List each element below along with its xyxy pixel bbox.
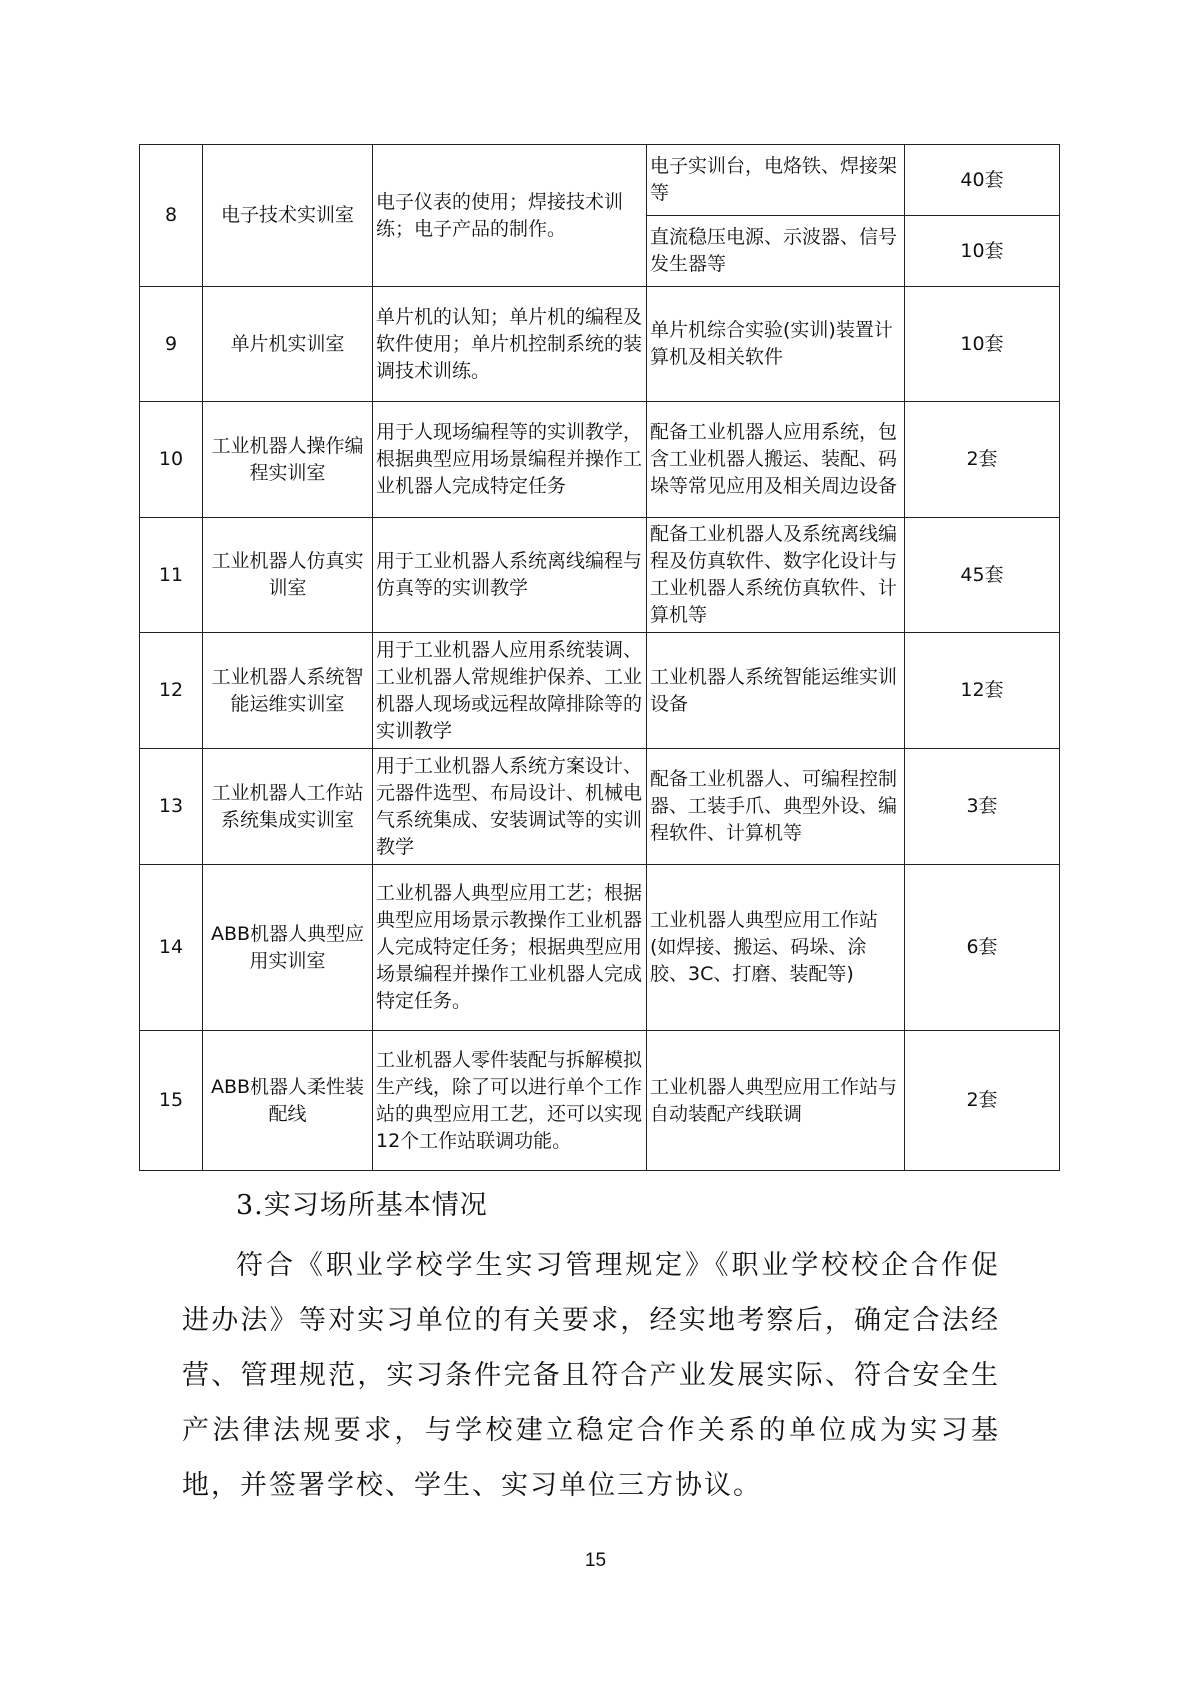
row-number: 8 — [140, 145, 203, 287]
training-function: 工业机器人典型应用工艺；根据典型应用场景示教操作工业机器人完成特定任务；根据典型应用场景编程并操作工业机器人完成特定任务。 — [373, 865, 647, 1031]
room-name: 工业机器人工作站系统集成实训室 — [203, 749, 373, 865]
section-paragraph: 符合《职业学校学生实习管理规定》《职业学校校企合作促进办法》等对实习单位的有关要求，经实地考察后，确定合法经营、管理规范，实习条件完备且符合产业发展实际、符合安全生产法律法规要求，与学校建立稳定合作关系的单位成为实习基地，并签署学校、学生、实习单位三方协议。 — [182, 1250, 1000, 1501]
training-function: 单片机的认知；单片机的编程及软件使用；单片机控制系统的装调技术训练。 — [373, 287, 647, 402]
equipment: 工业机器人系统智能运维实训设备 — [647, 633, 905, 749]
training-function: 用于工业机器人应用系统装调、工业机器人常规维护保养、工业机器人现场或远程故障排除等的实训教学 — [373, 633, 647, 749]
quantity: 40套 — [905, 145, 1060, 216]
room-name: 电子技术实训室 — [203, 145, 373, 287]
room-name: 工业机器人操作编程实训室 — [203, 402, 373, 518]
row-number: 9 — [140, 287, 203, 402]
equipment: 直流稳压电源、示波器、信号发生器等 — [647, 216, 905, 287]
training-function: 用于工业机器人系统方案设计、元器件选型、布局设计、机械电气系统集成、安装调试等的实训教学 — [373, 749, 647, 865]
section-heading: 3.实习场所基本情况 — [236, 1190, 488, 1221]
equipment: 配备工业机器人及系统离线编程及仿真软件、数字化设计与工业机器人系统仿真软件、计算机等 — [647, 518, 905, 633]
equipment: 工业机器人典型应用工作站与自动装配产线联调 — [647, 1031, 905, 1171]
room-name: 单片机实训室 — [203, 287, 373, 402]
equipment: 电子实训台，电烙铁、焊接架等 — [647, 145, 905, 216]
quantity: 10套 — [905, 216, 1060, 287]
row-number: 10 — [140, 402, 203, 518]
table-row — [140, 1031, 1060, 1171]
table-body — [140, 145, 1060, 1171]
row-number: 15 — [140, 1031, 203, 1171]
equipment: 配备工业机器人、可编程控制器、工装手爪、典型外设、编程软件、计算机等 — [647, 749, 905, 865]
quantity: 2套 — [905, 402, 1060, 518]
quantity: 45套 — [905, 518, 1060, 633]
room-name: 工业机器人仿真实训室 — [203, 518, 373, 633]
page-number: 15 — [584, 1550, 607, 1571]
training-function: 电子仪表的使用；焊接技术训练；电子产品的制作。 — [373, 145, 647, 287]
table-row — [140, 145, 1060, 216]
room-name: ABB机器人柔性装配线 — [203, 1031, 373, 1171]
room-name: 工业机器人系统智能运维实训室 — [203, 633, 373, 749]
table-row — [140, 749, 1060, 865]
training-function: 工业机器人零件装配与拆解模拟生产线，除了可以进行单个工作站的典型应用工艺，还可以实现12个工作站联调功能。 — [373, 1031, 647, 1171]
equipment: 工业机器人典型应用工作站(如焊接、搬运、码垛、涂胶、3C、打磨、装配等) — [647, 865, 905, 1031]
quantity: 12套 — [905, 633, 1060, 749]
quantity: 6套 — [905, 865, 1060, 1031]
table-row — [140, 287, 1060, 402]
row-number: 13 — [140, 749, 203, 865]
row-number: 14 — [140, 865, 203, 1031]
equipment: 配备工业机器人应用系统，包含工业机器人搬运、装配、码垛等常见应用及相关周边设备 — [647, 402, 905, 518]
table-row — [140, 633, 1060, 749]
row-number: 11 — [140, 518, 203, 633]
table-row — [140, 518, 1060, 633]
training-function: 用于工业机器人系统离线编程与仿真等的实训教学 — [373, 518, 647, 633]
table-row — [140, 402, 1060, 518]
quantity: 2套 — [905, 1031, 1060, 1171]
room-name: ABB机器人典型应用实训室 — [203, 865, 373, 1031]
quantity: 3套 — [905, 749, 1060, 865]
quantity: 10套 — [905, 287, 1060, 402]
table-row — [140, 865, 1060, 1031]
equipment: 单片机综合实验(实训)装置计算机及相关软件 — [647, 287, 905, 402]
training-function: 用于人现场编程等的实训教学，根据典型应用场景编程并操作工业机器人完成特定任务 — [373, 402, 647, 518]
facilities-table — [139, 144, 1060, 1171]
row-number: 12 — [140, 633, 203, 749]
